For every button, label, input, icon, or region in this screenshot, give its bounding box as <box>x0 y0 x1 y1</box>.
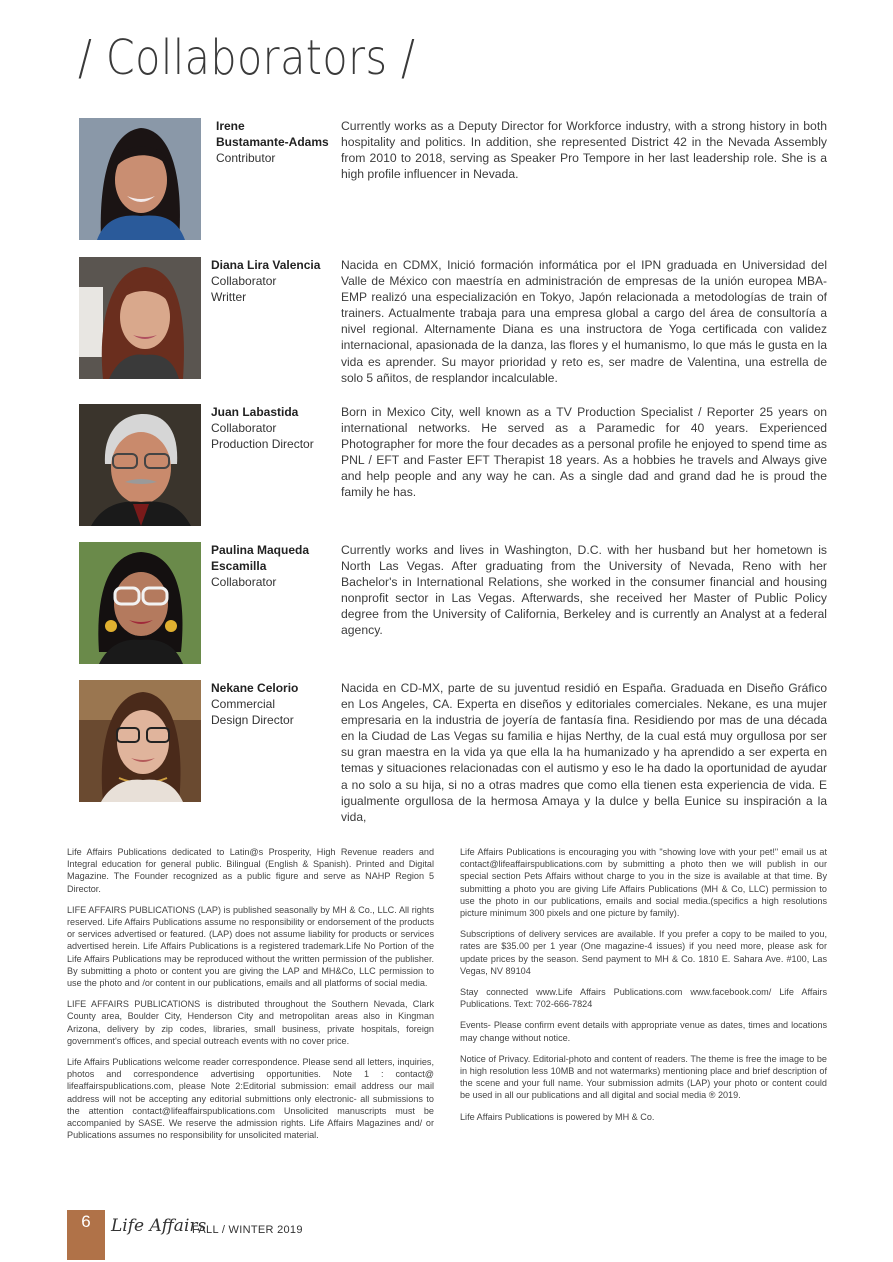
collaborator-bio: Currently works as a Deputy Director for Workforce industry, with a strong history in both hospitality and politics. In addition, she represented District 42 in the Nevada Assembly from 2010 to 2018, serving as Speaker Pro Tempore in her last leadership role. She is a high profile influencer in Nevada. <box>341 119 827 182</box>
collaborator-name: Bustamante-Adams <box>216 135 329 149</box>
collaborator-meta <box>211 680 341 728</box>
collaborator-role: Collaborator <box>211 274 277 288</box>
notes-paragraph: Life Affairs Publications welcome reader correspondence. Please send all letters, inquiries, photos and correspondence advertising opportunities. Note 1 : contact@ lifeaffairspublications.com, please Note 2:Editorial submission: email address our mail address will not be accepting any editorial submittions only electronic- all submissions to the attention contact@lifeaffairspublications.com Unsolicited manuscripts must be accompanied by SASE. We reserve the admission rights. Life Affairs Magazines and/ or Publications assumes no responsibility for unsolicited material. <box>67 1057 434 1141</box>
collaborator-entry <box>79 404 827 528</box>
collaborator-role: Design Director <box>211 713 294 727</box>
collaborator-bio: Born in Mexico City, well known as a TV Production Specialist / Reporter 25 years on international networks. He served as a Paramedic for 40 years. Experienced Photographer for more the four decades as a personal profile he enjoyed to spend time as PNL / EFT and Faster EFT Therapist 18 years. As a hobbies he travels and Always give and help people and any way he can. As a single dad and grand dad he is proud the family he has. <box>341 405 827 500</box>
collaborator-name: Juan Labastida <box>211 405 299 419</box>
collaborator-meta <box>211 542 341 590</box>
portrait-photo <box>79 257 201 379</box>
page-number: 6 <box>67 1210 105 1260</box>
page-title: / Collaborators / <box>78 30 416 86</box>
notes-paragraph: Events- Please confirm event details with appropriate venue as dates, times and locations may change without notice. <box>460 1020 827 1043</box>
collaborator-entry <box>79 680 827 824</box>
collaborator-role: Collaborator <box>211 575 277 589</box>
notes-paragraph: Notice of Privacy. Editorial-photo and content of readers. The theme is free the image to be in high resolution less 10MB and not watermarks) mentioning place and brief description of the scene and your full name. Your submission admits (LAP) your photo or content could be used in all our publications and all digital and social media ® 2019. <box>460 1053 827 1101</box>
collaborator-name: Paulina Maqueda <box>211 543 310 557</box>
collaborator-name: Escamilla <box>211 559 267 573</box>
portrait-photo <box>79 404 201 526</box>
notes-paragraph: Life Affairs Publications is powered by MH & Co. <box>460 1111 655 1122</box>
portrait-photo <box>79 680 201 802</box>
publication-notes <box>67 846 827 1191</box>
collaborator-role: Commercial <box>211 697 276 711</box>
notes-column-right <box>460 846 827 1132</box>
portrait-photo <box>79 118 201 240</box>
collaborator-entry <box>79 542 827 666</box>
notes-paragraph: Life Affairs Publications is encouraging you with "showing love with your pet!" email us at contact@lifeaffairspublications.com by submitting a photo then we will publish in our special section Pets Affairs without charge to you in the size is available at that time. By submitting a photo you are giving Life Affairs Publications (MH & Co, LLC) permission to use the photo in our publications, emails and social media.(specifics a high resolutions picture minimum 300 pixels and one picture by family). <box>460 847 827 919</box>
collaborator-meta <box>211 404 341 452</box>
issue-label: FALL / WINTER 2019 <box>192 1224 303 1236</box>
collaborator-meta <box>211 257 341 305</box>
collaborator-name: Diana Lira Valencia <box>211 258 321 272</box>
magazine-logo: Life Affairs <box>111 1216 207 1236</box>
collaborator-meta <box>216 118 338 166</box>
collaborator-role: Contributor <box>216 151 276 165</box>
collaborator-entry <box>79 118 827 242</box>
notes-paragraph: Subscriptions of delivery services are available. If you prefer a copy to be mailed to you, rates are $35.00 per 1 year (One magazine-4 issues) if you need more, please ask for update prices by the season. Send payment to MH & Co. 1810 E. Sahara Ave. #100, Las Vegas, NV 89104 <box>460 929 827 976</box>
collaborator-name: Nekane Celorio <box>211 681 299 695</box>
notes-paragraph: Stay connected www.Life Affairs Publications.com www.facebook.com/ Life Affairs Publications. Text: 702-666-7824 <box>460 987 827 1010</box>
collaborator-bio: Nacida en CDMX, Inició formación informática por el IPN graduada en Universidad del Valle de México con maestría en administración de empresas de la unión europea MBA-EMP realizó una especialización en Tokyo, Japón relacionada a metodologías de train of trainers. Actualmente trabaja para una empresa global a cargo del área de consultoría a nivel regional. Alternamente Diana es una instructora de Yoga certificada con validez internacional, apasionada de la danza, las flores y el humanismo, lo que más le gusta en la vida es aprender. Su mayor prioridad y reto es, ser madre de Valentina, una estrella de solo 5 añitos, de resplandor incalculable. <box>341 258 827 385</box>
notes-paragraph: LIFE AFFAIRS PUBLICATIONS (LAP) is published seasonally by MH & Co., LLC. All rights reserved. Life Affairs Publications assume no responsibility or endorsement of the products or services advertised or featured. (LAP) does not assume liability for products or services advertised herein. Life Affairs Publications is a registered trademark.Life No Portion of the Life Affairs Publications may be reproduced without the written permission of the publisher. By submitting a photo or content you are giving the LAP and MH&Co, LLC permission to use the photo and /or content in our publications, emails and all platforms of social media. <box>67 904 434 989</box>
collaborator-entry <box>79 257 827 385</box>
collaborator-role: Production Director <box>211 437 314 451</box>
notes-paragraph: Life Affairs Publications dedicated to Latin@s Prosperity, High Revenue readers and Integral education for general public. Bilingual (English & Spanish). Printed and Digital Magazine. The Founder recognized as a public figure and serve as NAHP Region 5 Director. <box>67 847 434 894</box>
notes-paragraph: LIFE AFFAIRS PUBLICATIONS is distributed throughout the Southern Nevada, Clark County area, Boulder City, Henderson City and metropolitan areas also in Kingman Arizona, delivery by zip codes, libraries, small business, private hospitals, foreign government's offices, and special outreach events with no cover price. <box>67 999 434 1046</box>
collaborator-role: Collaborator <box>211 421 277 435</box>
notes-column-left <box>67 846 434 1150</box>
collaborator-bio: Nacida en CD-MX, parte de su juventud residió en España. Graduada en Diseño Gráfico en Los Angeles, CA. Experta en diseños y editoriales comerciales. Nekane, es una mujer empresaria en la industria de joyería de fantasía fina. Residiendo por mas de una década en la Ciudad de Las Vegas su familia e hijas Nerthy, de la cual está muy orgullosa por ser su gran maestra en la vida ya que ella la ha humanizado y ha aprendido a ser experta en temas y situaciones relacionadas con el autismo y eso le ha dado la oportunidad de ayudar a no solo a su hija, si no a otras madres que como ella tienen esta experiencia de vida. E igualmente orgullosa de la hermosa Amaya y la dulce y bella Eunice su inspiración a la vida, <box>341 681 827 824</box>
portrait-photo <box>79 542 201 664</box>
collaborator-bio: Currently works and lives in Washington, D.C. with her husband but her hometown is North Las Vegas. After graduating from the University of Nevada, Reno with her Bachelor's in International Relations, she worked in the consumer financial and housing nonprofit sector in Las Vegas. Afterwards, she received her Master of Public Policy degree from the University of California, Berkeley and is currently an Analyst at a federal agency. <box>341 543 827 638</box>
collaborator-name: Irene <box>216 119 245 133</box>
collaborator-role: Writter <box>211 290 247 304</box>
